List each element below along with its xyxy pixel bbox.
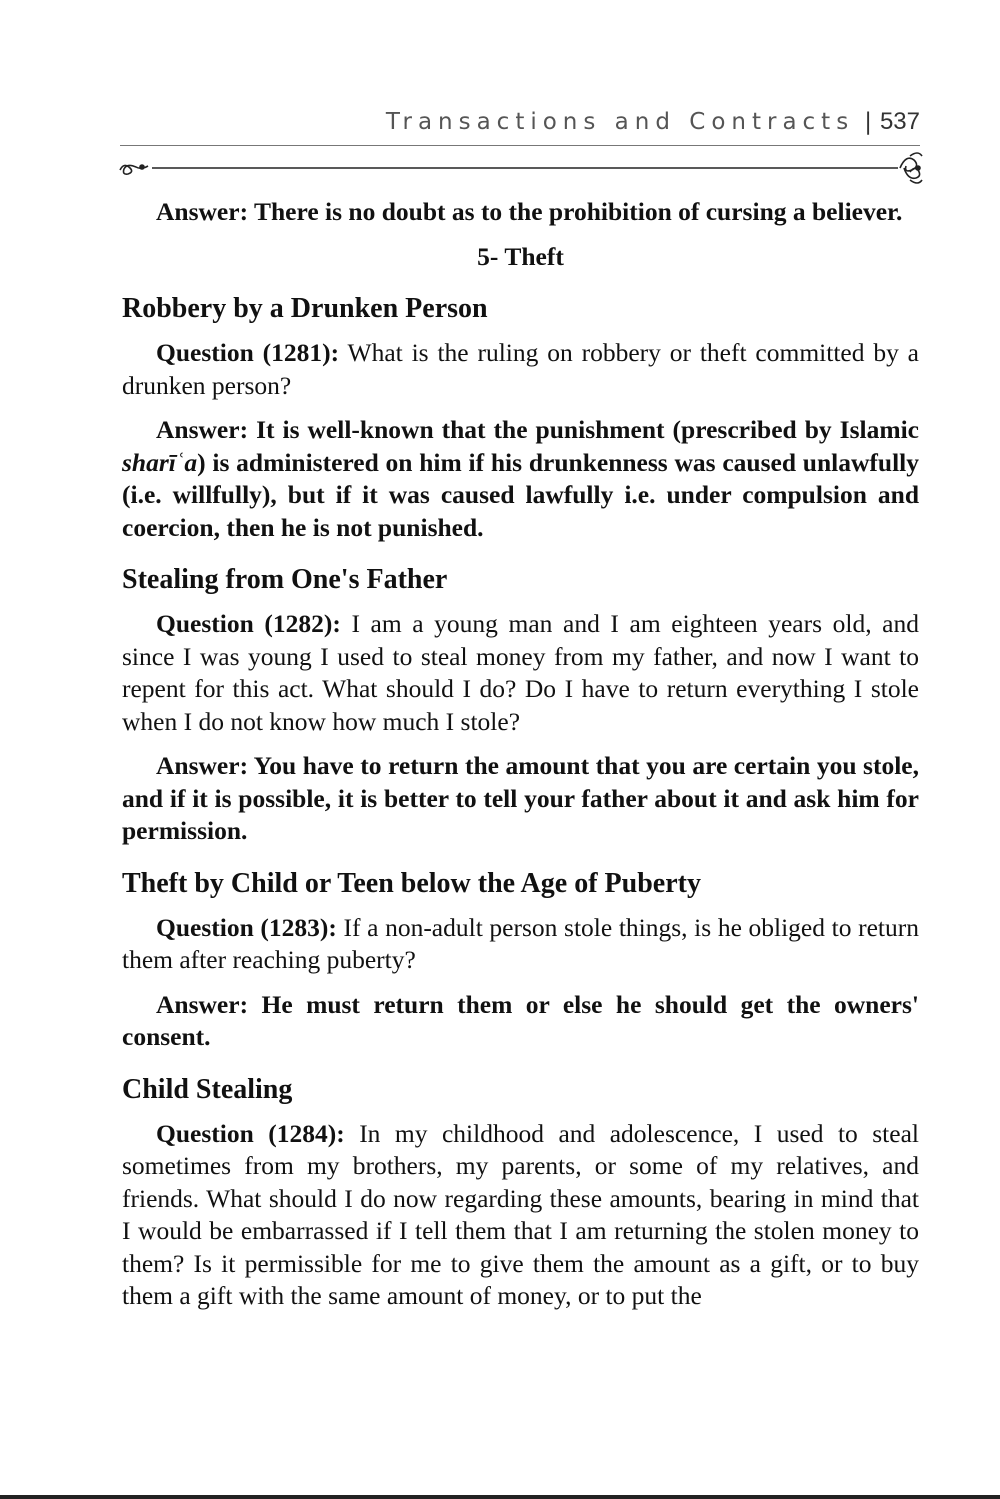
question-text: What is the ruling on robbery or theft committed by a drunken person? bbox=[122, 338, 920, 400]
answer-italic-term: sharīʿa bbox=[122, 447, 198, 477]
flourish-right-icon bbox=[900, 153, 922, 183]
question-label: Question (1283): bbox=[156, 912, 337, 942]
running-title: Transactions and Contracts bbox=[385, 109, 855, 135]
question-text: I am a young man and I am eighteen years old, and since I was young I used to steal money from my father, and now I want to repent for this act. What should I do? Do I have to return everything I stole when I do not know how much I stole? bbox=[122, 609, 919, 736]
header-rule bbox=[120, 145, 920, 146]
answer-1282: Answer: You have to return the amount that you are certain you stole, and if it is possible, it is better to tell your father about it and ask him for permission. bbox=[122, 751, 919, 845]
question-1282 bbox=[122, 608, 919, 738]
question-text: If a non-adult person stole things, is he obliged to return them after reaching puberty? bbox=[122, 912, 919, 974]
question-text: In my childhood and adolescence, I used to steal sometimes from my brothers, my parents, or some of my relatives, and friends. What should I do now regarding these amounts, bearing in mind that I would be embarrassed if I tell them that I am returning the stolen money to them? Is it permissible for me to give them the amount as a gift, or to buy them a gift with the same amount of money, or to put the bbox=[122, 1118, 919, 1310]
answer-1283: Answer: He must return them or else he should get the owners' consent. bbox=[122, 989, 919, 1051]
question-1283 bbox=[122, 912, 919, 977]
page-bottom-edge bbox=[0, 1495, 1000, 1499]
running-header bbox=[120, 108, 920, 144]
answer-1281 bbox=[122, 414, 919, 544]
header-separator: | bbox=[864, 109, 872, 135]
question-1281 bbox=[122, 337, 919, 402]
flourish-left-icon bbox=[120, 165, 148, 174]
header-ornament bbox=[118, 150, 928, 188]
answer-cursing: Answer: There is no doubt as to the prohibition of cursing a believer. bbox=[156, 197, 903, 226]
answer-text-part1: Answer: It is well-known that the punishment (prescribed by Islamic bbox=[156, 415, 919, 444]
question-label: Question (1284): bbox=[156, 1118, 345, 1148]
section-title-stealing-father: Stealing from One's Father bbox=[122, 564, 448, 595]
chapter-heading: 5- Theft bbox=[477, 241, 564, 271]
question-label: Question (1282): bbox=[156, 609, 341, 638]
page-number: 537 bbox=[879, 108, 920, 135]
answer-text-part2: ) is administered on him if his drunkenness was caused unlawfully (i.e. willfully), but if it was caused lawfully i.e. under compulsion and coercion, then he is not punished. bbox=[122, 447, 919, 542]
question-1284 bbox=[122, 1118, 919, 1313]
section-title-child-stealing: Child Stealing bbox=[122, 1073, 293, 1105]
section-title-theft-child-teen: Theft by Child or Teen below the Age of Puberty bbox=[122, 867, 701, 899]
section-title-robbery-drunken: Robbery by a Drunken Person bbox=[122, 293, 488, 324]
page-content bbox=[122, 196, 919, 1313]
question-label: Question (1281): bbox=[156, 338, 340, 367]
